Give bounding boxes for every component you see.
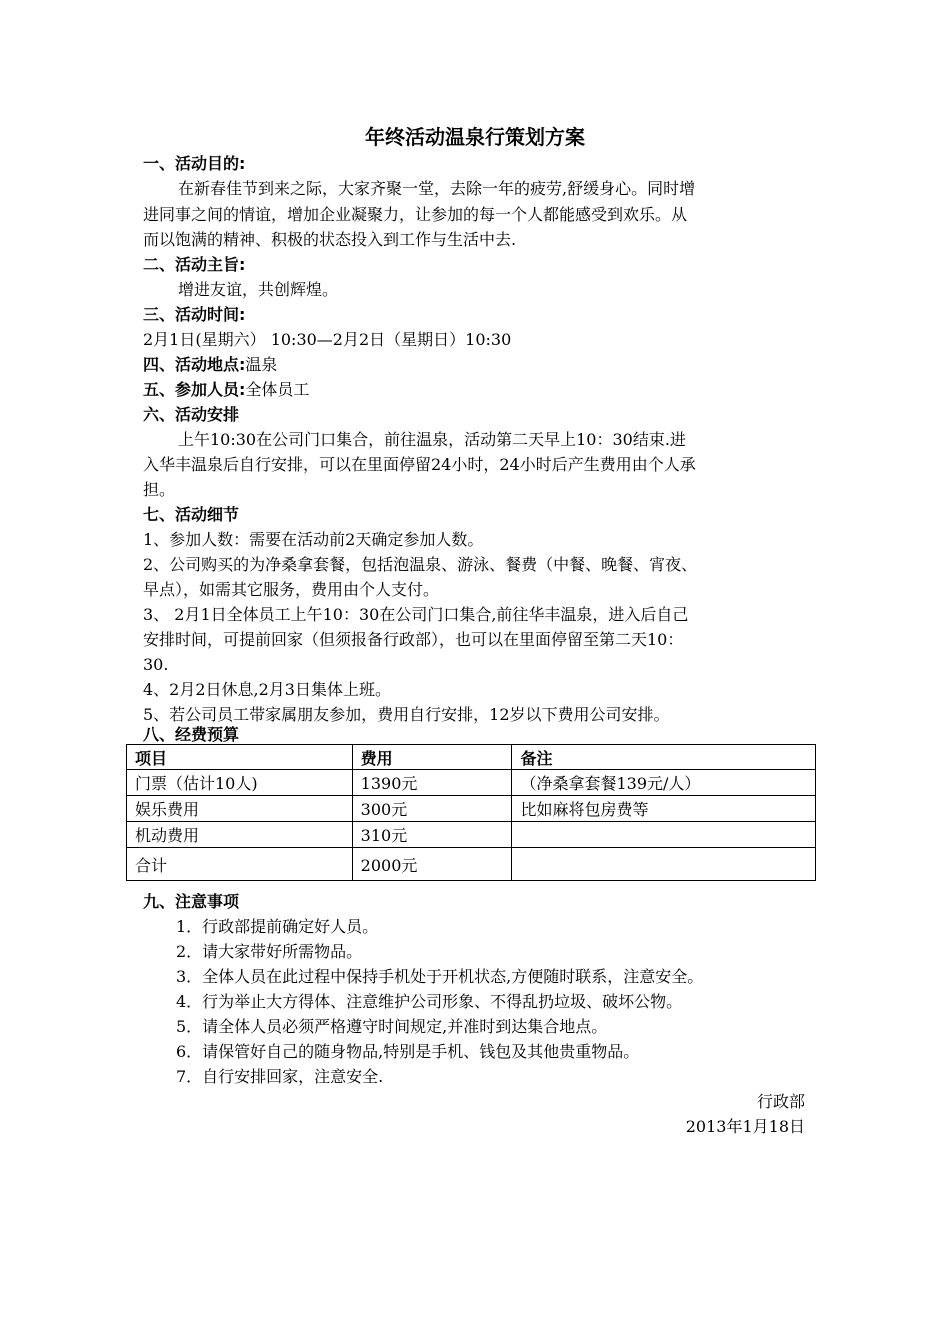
section-4-heading: 四、活动地点: — [143, 355, 246, 374]
notice-item-2: 2．请大家带好所需物品。 — [176, 942, 363, 961]
section-7-item-2-line-2: 早点），如需其它服务，费用由个人支付。 — [143, 580, 440, 599]
table-cell — [512, 822, 816, 848]
section-9-heading: 九、注意事项 — [143, 892, 240, 911]
table-cell: 合计 — [127, 848, 353, 881]
budget-table — [126, 744, 816, 881]
table-cell: 娱乐费用 — [127, 796, 353, 822]
section-1-text-line-3: 而以饱满的精神、积极的状态投入到工作与生活中去. — [143, 230, 517, 249]
table-cell: 310元 — [352, 822, 512, 848]
section-2-heading: 二、活动主旨: — [143, 255, 246, 274]
section-2-text: 增进友谊，共创辉煌。 — [178, 280, 339, 299]
table-cell: 比如麻将包房费等 — [512, 796, 816, 822]
section-7-heading: 七、活动细节 — [143, 505, 240, 524]
notice-item-1: 1．行政部提前确定好人员。 — [176, 917, 379, 936]
column-header-note: 备注 — [512, 745, 816, 770]
notice-item-5: 5．请全体人员必须严格遵守时间规定,并准时到达集合地点。 — [176, 1017, 608, 1036]
column-header-cost: 费用 — [352, 745, 512, 770]
table-cell: （净桑拿套餐139元/人） — [512, 770, 816, 796]
section-4 — [143, 353, 823, 377]
section-5-text: 全体员工 — [245, 380, 310, 399]
section-7-item-3-line-1: 3、 2月1日全体员工上午10：30在公司门口集合,前往华丰温泉，进入后自己 — [143, 605, 689, 624]
table-row — [127, 796, 816, 822]
document-title: 年终活动温泉行策划方案 — [365, 125, 585, 149]
section-6-heading: 六、活动安排 — [143, 405, 240, 424]
section-7-item-3-line-3: 30. — [143, 655, 169, 674]
section-7-item-2-line-1: 2、公司购买的为净桑拿套餐，包括泡温泉、游泳、餐费（中餐、晚餐、宵夜、 — [143, 555, 698, 574]
section-1-text-line-2: 进同事之间的情谊，增加企业凝聚力，让参加的每一个人都能感受到欢乐。从 — [143, 205, 688, 224]
section-8-heading: 八、经费预算 — [143, 725, 240, 744]
section-6-text-line-2: 入华丰温泉后自行安排，可以在里面停留24小时，24小时后产生费用由个人承 — [143, 455, 696, 474]
section-4-text: 温泉 — [245, 355, 278, 374]
notice-item-6: 6．请保管好自己的随身物品,特别是手机、钱包及其他贵重物品。 — [176, 1042, 640, 1061]
section-6-text-line-1: 上午10:30在公司门口集合，前往温泉，活动第二天早上10：30结束.进 — [178, 430, 686, 449]
notice-item-4: 4．行为举止大方得体、注意维护公司形象、不得乱扔垃圾、破坏公物。 — [176, 992, 683, 1011]
signature-date: 2013年1月18日 — [685, 1117, 805, 1136]
table-row-total — [127, 848, 816, 881]
table-row — [127, 822, 816, 848]
table-cell: 1390元 — [352, 770, 512, 796]
section-1-heading: 一、活动目的: — [143, 154, 246, 173]
notice-item-3: 3．全体人员在此过程中保持手机处于开机状态,方便随时联系，注意安全。 — [176, 967, 704, 986]
notice-item-7: 7．自行安排回家，注意安全. — [176, 1067, 384, 1086]
column-header-item: 项目 — [127, 745, 353, 770]
section-7-item-5: 5、若公司员工带家属朋友参加，费用自行安排，12岁以下费用公司安排。 — [143, 705, 670, 724]
section-5 — [143, 378, 823, 402]
table-cell: 门票（估计10人) — [127, 770, 353, 796]
table-cell — [512, 848, 816, 881]
section-7-item-4: 4、2月2日休息,2月3日集体上班。 — [143, 680, 391, 699]
section-7-item-1: 1、参加人数：需要在活动前2天确定参加人数。 — [143, 530, 484, 549]
section-1-text-line-1: 在新春佳节到来之际，大家齐聚一堂，去除一年的疲劳,舒缓身心。同时增 — [178, 179, 696, 198]
section-3-text: 2月1日(星期六） 10:30—2月2日（星期日）10:30 — [143, 330, 512, 349]
table-cell: 300元 — [352, 796, 512, 822]
section-6-text-line-3: 担。 — [143, 480, 176, 499]
budget-table-header-row — [127, 745, 816, 770]
section-3-heading: 三、活动时间: — [143, 305, 246, 324]
table-cell: 机动费用 — [127, 822, 353, 848]
section-5-heading: 五、参加人员: — [143, 380, 246, 399]
section-7-item-3-line-2: 安排时间，可提前回家（但须报备行政部），也可以在里面停留至第二天10： — [143, 630, 684, 649]
table-row — [127, 770, 816, 796]
signature-department: 行政部 — [756, 1092, 805, 1111]
table-cell: 2000元 — [352, 848, 512, 881]
